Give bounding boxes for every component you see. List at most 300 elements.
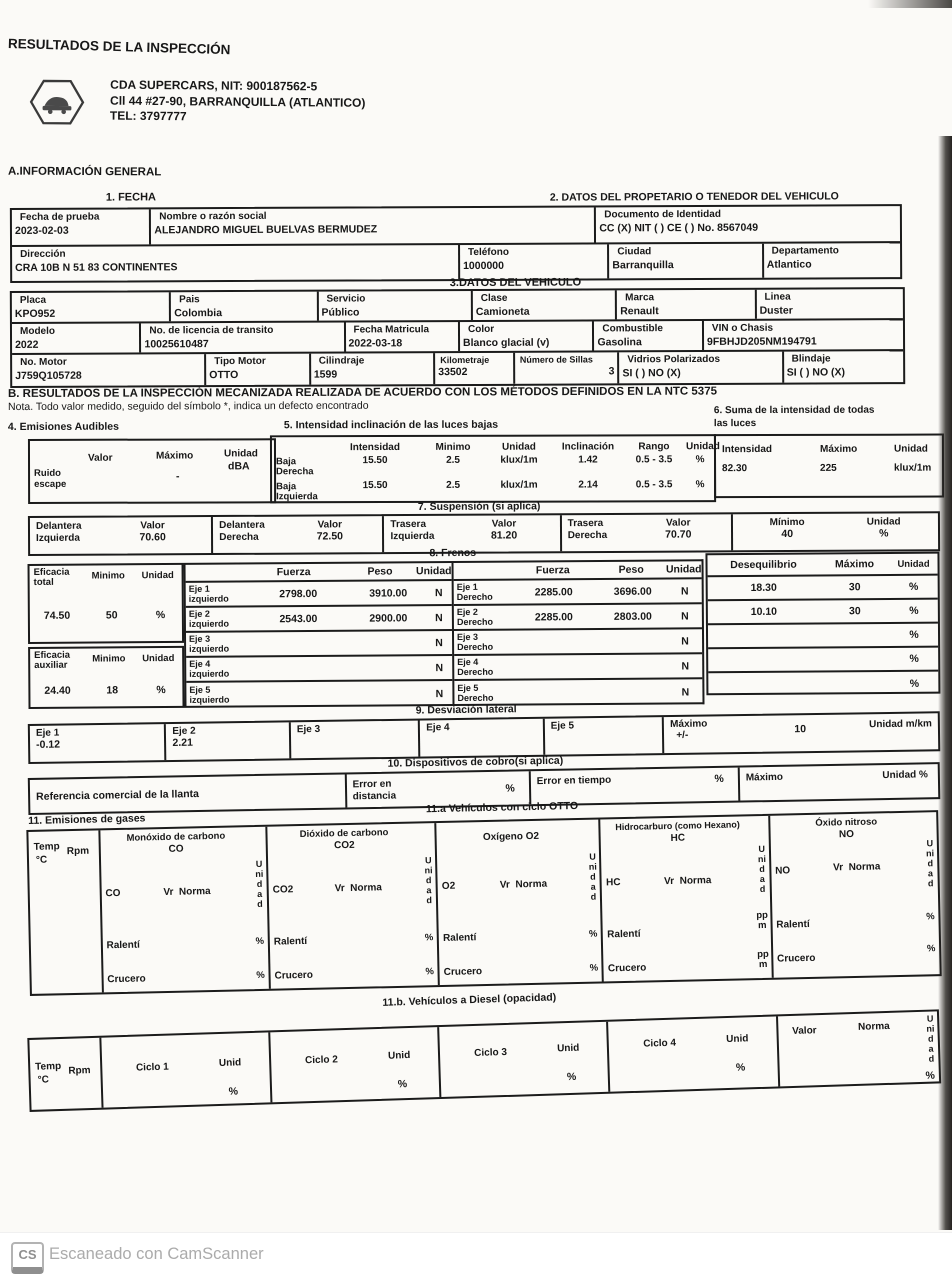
vin-label: VIN o Chasis xyxy=(711,322,774,334)
ciclo-label: Ciclo 2 xyxy=(304,1054,339,1067)
gas-ralenti: Ralentí xyxy=(607,928,641,941)
toll-error-distancia: Error en distancia % xyxy=(346,771,531,807)
sec11a-title: 11.a Vehículos con ciclo OTTO xyxy=(425,799,579,816)
clase-label: Clase xyxy=(480,292,508,304)
brake-left-row-1: Eje 1 izquierdo 2798.00 3910.00 N xyxy=(186,581,452,608)
gas-subtitle: CO xyxy=(168,843,184,855)
brake-right-table xyxy=(454,559,705,706)
susp-valor-header: Valor xyxy=(491,518,517,530)
sec4-maximo-header: Máximo xyxy=(155,450,194,462)
sec8-title: 8. Frenos xyxy=(429,546,477,560)
ruido-escape-label: Ruido escape xyxy=(34,467,67,490)
section-brakes xyxy=(27,544,940,718)
cilindraje-value: 1599 xyxy=(313,368,338,381)
baja-derecha-rango: 0.5 - 3.5 xyxy=(635,454,673,466)
deviation-eje3: Eje 3 xyxy=(291,721,421,759)
brake-left-table xyxy=(184,561,455,708)
gas-vr-norma: Vr Norma xyxy=(334,882,383,895)
combustible-label: Combustible xyxy=(602,323,663,335)
section-a-title: A.INFORMACIÓN GENERAL xyxy=(7,165,162,179)
gas-unidad-vertical: Unidad xyxy=(925,838,935,889)
susp-minimo-header: Mínimo xyxy=(769,516,805,529)
field-clase xyxy=(473,290,617,320)
marca-label: Marca xyxy=(625,292,655,304)
motor-value: J759Q105728 xyxy=(15,369,82,382)
temp-label: Temp xyxy=(33,841,60,853)
toll-error-tiempo: Error en tiempo % xyxy=(531,768,741,805)
efic-aux-unidad-header: Unidad xyxy=(142,652,175,665)
efic-total-valor: 74.50 xyxy=(43,609,71,622)
vehicle-table-row-2 xyxy=(12,320,903,355)
audible-emissions-box xyxy=(28,438,276,504)
sec5-title: 5. Intensidad inclinación de las luces bajas xyxy=(283,418,499,432)
servicio-label: Servicio xyxy=(326,293,366,305)
gas-title: Oxígeno O2 xyxy=(482,830,540,844)
susp-valor-header: Valor xyxy=(140,520,165,532)
diesel-table xyxy=(27,1009,941,1112)
deviation-maximo-header: Máximo xyxy=(670,718,708,731)
section-audible-lights xyxy=(8,402,944,508)
sillas-value: 3 xyxy=(608,365,615,378)
sum-maximo: 225 xyxy=(820,462,837,474)
brake-h-unidad: Unidad xyxy=(415,565,452,578)
susp-valor: 81.20 xyxy=(490,529,518,542)
gas-title: Óxido nitroso xyxy=(815,816,878,829)
lights-h-intensidad: Intensidad xyxy=(349,441,400,454)
report-title: RESULTADOS DE LA INSPECCIÓN xyxy=(7,36,231,58)
efic-aux-minimo-header: Minimo xyxy=(92,653,126,665)
field-matricula xyxy=(345,322,460,351)
ciudad-value: Barranquilla xyxy=(612,258,674,271)
deviation-maximo-value: 10 xyxy=(794,723,807,736)
brake-right-row-4: Eje 4 Derecho N xyxy=(454,654,702,681)
licencia-label: No. de licencia de transito xyxy=(149,324,274,337)
brake-left-row-5: Eje 5 izquierdo N xyxy=(189,684,444,705)
field-servicio xyxy=(318,291,472,321)
otto-temp-col xyxy=(28,830,103,994)
rpm-label: Rpm xyxy=(68,1065,91,1077)
efic-total-unidad-header: Unidad xyxy=(141,569,174,582)
imbalance-row-4: % xyxy=(708,648,938,674)
field-documento xyxy=(596,206,900,242)
imbalance-header xyxy=(707,554,937,578)
baja-izquierda-intensidad: 15.50 xyxy=(362,479,388,491)
gas-box-no xyxy=(770,812,940,978)
ciudad-label: Ciudad xyxy=(617,246,652,258)
field-fecha-prueba xyxy=(12,209,152,245)
nombre-value: ALEJANDRO MIGUEL BUELVAS BERMUDEZ xyxy=(154,222,378,236)
baja-izquierda-unidad: klux/1m xyxy=(500,479,538,491)
gas-title: Hidrocarburo (como Hexano) xyxy=(615,819,740,833)
brake-imbalance-box xyxy=(705,552,940,696)
deviation-eje2: Eje 2 2.21 xyxy=(166,722,291,760)
ruido-unidad: dBA xyxy=(228,460,250,473)
sec10-title: 10. Dispositivos de cobro(si aplica) xyxy=(387,754,564,770)
company-block xyxy=(28,74,509,142)
susp-unidad: % xyxy=(879,527,889,540)
gas-crucero: Crucero xyxy=(776,952,816,965)
telefono-label: Teléfono xyxy=(467,246,509,259)
licencia-value: 10025610487 xyxy=(144,337,209,350)
ciclo-unid-value: % xyxy=(397,1078,408,1091)
lights-box xyxy=(270,434,720,503)
marca-value: Renault xyxy=(620,304,659,317)
sec3-title: 3.DATOS DEL VEHICULO xyxy=(449,276,582,290)
sec11b-title: 11.b. Vehículos a Diesel (opacidad) xyxy=(382,991,557,1009)
gas-ralenti-unit: ppm xyxy=(756,909,769,932)
ciclo-label: Ciclo 3 xyxy=(474,1046,508,1059)
temp-unit: °C xyxy=(35,854,48,866)
field-blindaje xyxy=(784,351,904,383)
tipo-motor-value: OTTO xyxy=(209,368,239,381)
sum-h-maximo: Máximo xyxy=(819,443,858,455)
direccion-label: Dirección xyxy=(20,248,66,260)
lights-h-rango: Rango xyxy=(638,441,670,453)
fecha-prueba-value: 2023-02-03 xyxy=(14,224,69,237)
lights-h-empty xyxy=(272,442,328,453)
susp-label: Trasera Derecha xyxy=(567,517,608,542)
company-address: Cll 44 #27-90, BARRANQUILLA (ATLANTICO) xyxy=(110,93,366,110)
field-cilindraje xyxy=(311,353,436,385)
section-vehicle xyxy=(10,275,905,387)
lights-sum-box xyxy=(714,434,944,499)
lights-sum-grid xyxy=(716,436,942,475)
brake-left-row-3: Eje 3 izquierdo N xyxy=(186,631,452,658)
brake-left-row-4: Eje 4 izquierdo N xyxy=(186,656,452,683)
diesel-ciclo-4 xyxy=(609,1016,780,1091)
brake-efficiency-aux-box xyxy=(28,646,184,709)
field-ciudad xyxy=(609,244,763,279)
diesel-unidad-value: % xyxy=(925,1069,936,1082)
servicio-value: Público xyxy=(321,305,360,319)
susp-valor-header: Valor xyxy=(317,519,343,531)
toll-ref-llanta: Referencia comercial de la llanta xyxy=(30,774,347,813)
brake-right-row-2: Eje 2 Derecho 2285.00 2803.00 N xyxy=(454,604,702,631)
documento-label: Documento de Identidad xyxy=(604,208,721,221)
deviation-eje5: Eje 5 xyxy=(545,717,665,755)
lights-row-derecha xyxy=(272,454,714,478)
gas-crucero: Crucero xyxy=(274,969,314,982)
camscanner-logo-icon: CS xyxy=(11,1242,44,1274)
baja-derecha-intensidad: 15.50 xyxy=(362,455,388,467)
field-combustible xyxy=(594,321,704,350)
ciclo-label: Ciclo 4 xyxy=(643,1037,677,1050)
modelo-label: Modelo xyxy=(19,325,56,337)
vidrios-value: SI ( ) NO (X) xyxy=(622,366,681,379)
gas-subtitle: HC xyxy=(670,832,686,844)
company-name: CDA SUPERCARS, NIT: 900187562-5 xyxy=(110,77,318,94)
ruido-maximo: - xyxy=(176,470,180,483)
ciclo-unid-header: Unid xyxy=(556,1042,580,1055)
efic-total-minimo-header: Minimo xyxy=(91,570,125,582)
gas-vr-norma: Vr Norma xyxy=(832,861,881,874)
sec11-title: 11. Emisiones de gases xyxy=(28,812,146,827)
susp-label: Trasera Izquierda xyxy=(390,518,435,543)
cda-logo-icon xyxy=(28,78,86,132)
gas-vr-norma: Vr Norma xyxy=(163,886,211,899)
baja-izquierda-rango: 0.5 - 3.5 xyxy=(635,479,673,491)
brake-h-fuerza: Fuerza xyxy=(276,566,311,579)
otto-table xyxy=(26,810,941,996)
brake-left-header xyxy=(186,563,452,583)
motor-label: No. Motor xyxy=(20,356,67,368)
toll-max: Máximo Unidad % xyxy=(745,769,928,784)
gas-crucero-unit: % xyxy=(589,962,599,974)
placa-label: Placa xyxy=(19,294,47,306)
brake-right-row-1: Eje 1 Derecho 2285.00 3696.00 N xyxy=(454,579,702,606)
tipo-motor-label: Tipo Motor xyxy=(214,355,266,368)
sec4-unidad-header: Unidad xyxy=(223,448,258,460)
brake-h-unidad: Unidad xyxy=(665,563,702,576)
direccion-value: CRA 10B N 51 83 CONTINENTES xyxy=(15,260,178,274)
efic-aux-unidad: % xyxy=(156,684,166,697)
baja-izquierda-unidad2: % xyxy=(695,479,705,491)
gas-ralenti: Ralentí xyxy=(442,932,477,944)
imbalance-h-deseq: Desequilibrio xyxy=(730,558,797,572)
gas-symbol: CO2 xyxy=(272,884,294,896)
lights-h-unidad2: Unidad xyxy=(685,441,720,453)
gas-title: Dióxido de carbono xyxy=(299,827,389,841)
field-tipo-motor xyxy=(206,354,311,385)
vehicle-table-row-1 xyxy=(12,289,903,324)
sec-b-title: B. RESULTADOS DE LA INSPECCIÓN MECANIZADA REALIZADA DE ACUERDO CON LOS MÉTODOS DEFINIDOS EN LA NTC 5375 xyxy=(7,385,717,400)
diesel-ciclo-1 xyxy=(101,1032,272,1107)
gas-crucero: Crucero xyxy=(607,962,647,975)
susp-unidad-header: Unidad xyxy=(866,516,901,528)
susp-valor-header: Valor xyxy=(665,517,691,529)
vidrios-label: Vidrios Polarizados xyxy=(627,353,721,366)
deviation-eje1: Eje 1 -0.12 xyxy=(30,724,167,762)
rpm-label: Rpm xyxy=(66,845,90,858)
nombre-label: Nombre o razón social xyxy=(159,210,267,223)
matricula-label: Fecha Matricula xyxy=(353,324,430,336)
section-owner xyxy=(10,188,902,284)
kilometraje-value: 33502 xyxy=(438,366,468,379)
diesel-ciclo-3 xyxy=(439,1022,610,1097)
baja-izquierda-minimo: 2.5 xyxy=(446,479,461,491)
gas-ralenti: Ralentí xyxy=(106,939,141,952)
gas-unidad-vertical: Unidad xyxy=(588,851,597,903)
gas-ralenti-unit: % xyxy=(588,928,598,940)
sec4-valor-header: Valor xyxy=(87,452,113,464)
gas-symbol: O2 xyxy=(441,880,456,892)
efic-aux-minimo: 18 xyxy=(106,684,119,697)
baja-derecha-unidad: klux/1m xyxy=(500,454,538,466)
gas-symbol: CO xyxy=(105,887,121,900)
efic-total-label: Eficacia total xyxy=(33,566,70,589)
brake-right-header xyxy=(454,561,702,581)
field-departamento xyxy=(764,243,901,278)
gas-unidad-vertical: Unidad xyxy=(757,843,766,895)
imbalance-row-2: 10.10 30 % xyxy=(708,600,938,626)
gas-box-co2 xyxy=(267,823,440,989)
sum-intensidad: 82.30 xyxy=(722,463,748,475)
owner-table-row-1 xyxy=(12,206,900,247)
company-phone: TEL: 3797777 xyxy=(109,108,187,124)
diesel-temp-col xyxy=(29,1038,103,1110)
gas-crucero: Crucero xyxy=(443,966,483,978)
vehicle-table-row-3 xyxy=(12,351,903,386)
sec-b-note: Nota. Todo valor medido, seguido del símbolo *, indica un defecto encontrado xyxy=(8,399,369,413)
efic-total-minimo: 50 xyxy=(105,609,118,622)
field-pais xyxy=(171,292,318,322)
sec6-title-line1: 6. Suma de la intensidad de todas xyxy=(713,404,875,417)
field-placa xyxy=(12,292,171,322)
gas-crucero-unit: % xyxy=(256,969,265,982)
sum-h-unidad: Unidad xyxy=(893,443,928,455)
lights-h-unidad: Unidad xyxy=(502,441,536,453)
deviation-maximo-sign: +/- xyxy=(676,729,689,741)
sum-unidad: klux/1m xyxy=(894,462,932,474)
gas-vr-norma: Vr Norma xyxy=(663,875,712,888)
baja-izquierda-label: Baja Izquierda xyxy=(276,481,318,503)
ciclo-unid-header: Unid xyxy=(725,1033,749,1046)
gas-ralenti-unit: % xyxy=(255,935,265,948)
diesel-unidad-vertical: Unidad xyxy=(926,1013,935,1065)
linea-value: Duster xyxy=(759,304,793,317)
placa-value: KPO952 xyxy=(14,307,56,320)
field-licencia xyxy=(141,323,345,353)
brake-efficiency-total-box xyxy=(28,563,185,644)
deviation-max xyxy=(664,713,938,753)
susp-label: Delantera Izquierda xyxy=(35,520,82,544)
sec4-title: 4. Emisiones Audibles xyxy=(7,420,120,434)
field-sillas xyxy=(515,352,620,383)
sillas-label: Número de Sillas xyxy=(519,354,593,365)
deviation-eje4: Eje 4 xyxy=(420,719,545,757)
temp-unit: °C xyxy=(37,1074,50,1086)
sec6-title-line2: las luces xyxy=(713,417,757,429)
lights-h-minimo: Minimo xyxy=(435,441,471,453)
imbalance-row-5: % xyxy=(909,677,920,690)
combustible-value: Gasolina xyxy=(597,335,642,348)
field-color xyxy=(460,321,595,351)
gas-ralenti-unit: % xyxy=(424,932,434,944)
brake-left-row-2: Eje 2 izquierdo 2543.00 2900.00 N xyxy=(186,606,452,633)
lights-header-row xyxy=(272,441,720,454)
gas-box-hc xyxy=(601,816,774,982)
efic-total-unidad: % xyxy=(155,609,166,622)
deviation-unidad: Unidad m/km xyxy=(869,718,932,731)
susp-valor: 72.50 xyxy=(316,530,344,543)
efic-aux-label: Eficacia auxiliar xyxy=(34,649,71,672)
modelo-value: 2022 xyxy=(15,338,39,351)
gas-symbol: NO xyxy=(775,865,791,877)
lights-h-inclinacion: Inclinación xyxy=(561,441,615,453)
gas-ralenti-unit: % xyxy=(926,911,935,923)
fecha-prueba-label: Fecha de prueba xyxy=(19,211,100,223)
field-kilometraje xyxy=(435,353,515,384)
field-vidrios xyxy=(619,352,783,384)
gas-vr-norma: Vr Norma xyxy=(499,878,548,891)
gas-unidad-vertical: Unidad xyxy=(424,855,433,906)
departamento-value: Atlantico xyxy=(766,258,812,271)
gas-crucero-unit: % xyxy=(425,966,435,978)
vin-value: 9FBHJD205NM194791 xyxy=(706,334,817,348)
blindaje-value: SI ( ) NO (X) xyxy=(786,365,846,379)
field-direccion xyxy=(12,245,460,281)
imbalance-row-3: % xyxy=(708,624,938,650)
blindaje-label: Blindaje xyxy=(791,353,831,365)
company-info xyxy=(110,78,366,127)
camscanner-footer xyxy=(0,1232,952,1279)
color-label: Color xyxy=(467,323,495,336)
gas-subtitle: NO xyxy=(838,828,855,841)
sum-h-intensidad: Intensidad xyxy=(721,443,773,456)
telefono-value: 1000000 xyxy=(463,259,504,272)
imbalance-h-unidad: Unidad xyxy=(897,558,930,570)
field-vin xyxy=(704,320,903,350)
brake-right-row-5: Eje 5 Derecho N xyxy=(457,682,690,703)
gas-symbol: HC xyxy=(605,877,621,889)
ciclo-unid-value: % xyxy=(228,1085,239,1098)
sec1-title: 1. FECHA xyxy=(105,191,156,204)
gas-ralenti: Ralentí xyxy=(776,918,810,931)
baja-izquierda-inclinacion: 2.14 xyxy=(578,479,598,491)
ciclo-unid-header: Unid xyxy=(387,1049,411,1062)
vehicle-table xyxy=(10,287,905,388)
brake-h-peso: Peso xyxy=(367,565,393,578)
baja-derecha-unidad2: % xyxy=(695,454,705,466)
field-modelo xyxy=(12,323,142,353)
gas-subtitle: CO2 xyxy=(333,839,355,852)
gas-crucero: Crucero xyxy=(107,973,146,986)
sec6-title xyxy=(714,405,875,430)
camscanner-text: Escaneado con CamScanner xyxy=(49,1245,264,1263)
susp-valor: 70.70 xyxy=(665,528,692,541)
ciclo-unid-value: % xyxy=(566,1070,577,1084)
imbalance-row-1: 18.30 30 % xyxy=(708,576,938,602)
susp-minimo: 40 xyxy=(781,527,794,541)
ciclo-label: Ciclo 1 xyxy=(135,1061,169,1074)
diesel-valor-norma xyxy=(778,1011,939,1086)
scan-shadow-top xyxy=(868,0,952,8)
scan-shadow-right xyxy=(938,136,952,1230)
gas-crucero-unit: % xyxy=(926,943,936,955)
temp-label: Temp xyxy=(35,1060,62,1073)
sec7-title: 7. Suspensión (si aplica) xyxy=(417,500,541,513)
linea-label: Linea xyxy=(764,291,791,303)
pais-label: Pais xyxy=(179,294,200,306)
gas-title: Monóxido de carbono xyxy=(126,830,226,844)
section-gas-emissions xyxy=(26,792,942,1000)
pais-value: Colombia xyxy=(174,306,223,319)
brake-h-fuerza: Fuerza xyxy=(535,564,570,577)
field-nombre xyxy=(151,207,596,244)
gas-box-co xyxy=(100,827,271,993)
susp-valor: 70.60 xyxy=(139,531,166,544)
susp-label: Delantera Derecha xyxy=(219,519,265,543)
brake-right-row-3: Eje 3 Derecho N xyxy=(454,629,702,656)
diesel-norma-header: Norma xyxy=(857,1020,890,1033)
sec9-title: 9. Desviación lateral xyxy=(415,703,517,717)
brake-h-peso: Peso xyxy=(618,563,644,576)
cilindraje-label: Cilindraje xyxy=(318,355,365,367)
documento-value: CC (X) NIT ( ) CE ( ) No. 8567049 xyxy=(599,221,759,234)
sec2-title: 2. DATOS DEL PROPETARIO O TENEDOR DEL VEHICULO xyxy=(549,190,839,204)
gas-crucero-unit: ppm xyxy=(757,948,769,971)
field-linea xyxy=(756,289,902,319)
imbalance-h-maximo: Máximo xyxy=(834,558,875,571)
efic-aux-valor: 24.40 xyxy=(44,684,71,697)
baja-derecha-minimo: 2.5 xyxy=(446,454,460,466)
baja-derecha-label: Baja Derecha xyxy=(276,456,314,478)
field-marca xyxy=(617,290,757,320)
diesel-ciclo-2 xyxy=(270,1027,441,1102)
matricula-value: 2022-03-18 xyxy=(348,336,403,350)
gas-box-o2 xyxy=(436,819,604,985)
field-telefono xyxy=(460,244,609,279)
